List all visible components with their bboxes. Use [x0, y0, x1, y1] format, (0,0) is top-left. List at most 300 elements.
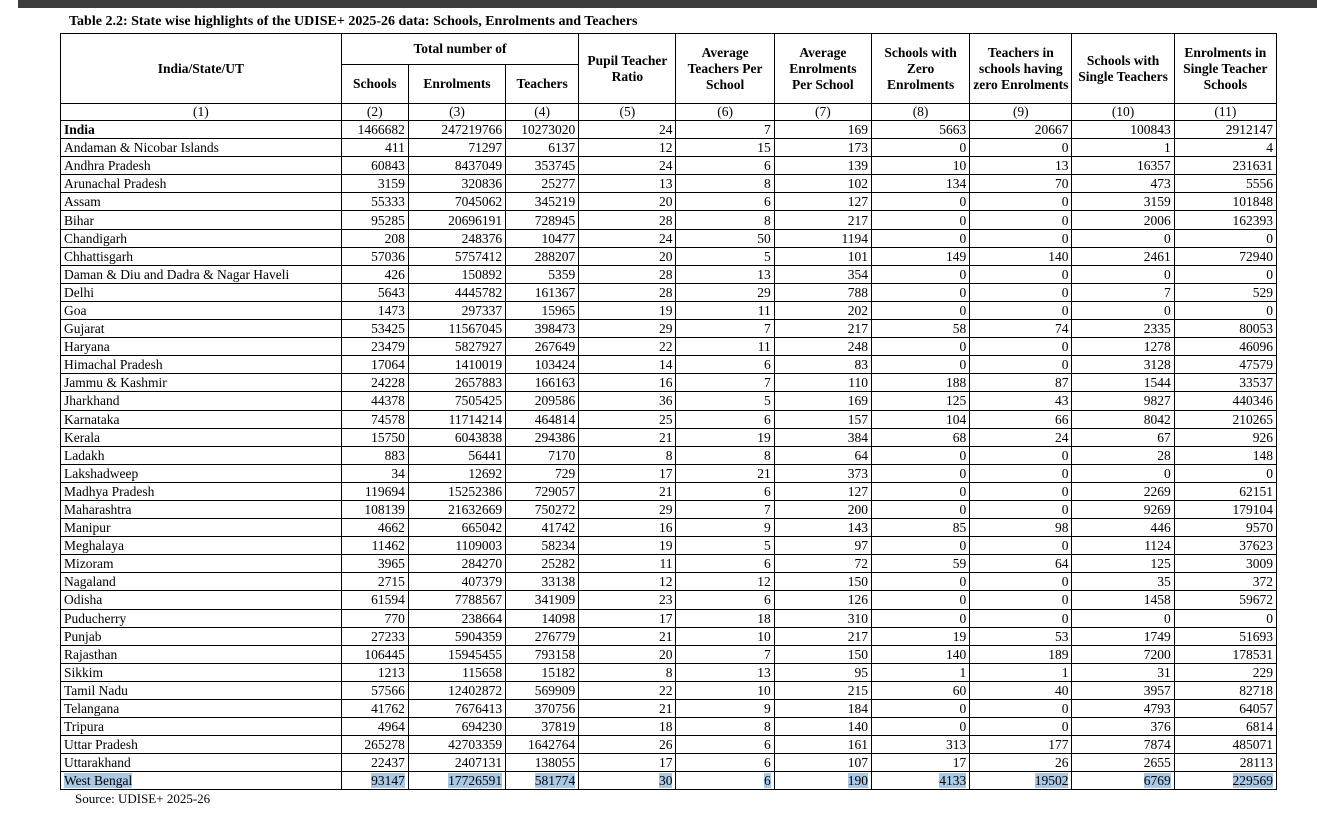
state-name-cell: India — [61, 121, 342, 139]
value-cell: 60843 — [341, 157, 408, 175]
value-cell: 21 — [579, 627, 676, 645]
table-row — [61, 283, 1277, 301]
table-row — [61, 338, 1277, 356]
column-number: (1) — [61, 104, 342, 121]
table-row — [61, 446, 1277, 464]
value-cell: 7 — [676, 121, 774, 139]
table-row — [61, 229, 1277, 247]
value-cell: 247219766 — [408, 121, 505, 139]
value-cell: 485071 — [1174, 736, 1276, 754]
value-cell: 58234 — [506, 537, 579, 555]
value-cell: 17 — [579, 464, 676, 482]
value-cell: 200 — [774, 500, 871, 518]
value-cell: 7 — [1072, 283, 1174, 301]
value-cell: 7045062 — [408, 193, 505, 211]
value-cell: 9 — [676, 700, 774, 718]
value-cell: 217 — [774, 211, 871, 229]
value-cell: 25282 — [506, 555, 579, 573]
value-cell: 6 — [676, 157, 774, 175]
table-row — [61, 356, 1277, 374]
value-cell: 23479 — [341, 338, 408, 356]
table-row — [61, 464, 1277, 482]
value-cell: 8 — [676, 175, 774, 193]
state-name-cell: Uttarakhand — [61, 754, 342, 772]
value-cell: 14 — [579, 356, 676, 374]
value-cell: 11 — [676, 301, 774, 319]
value-cell: 0 — [871, 356, 969, 374]
value-cell: 8042 — [1072, 410, 1174, 428]
value-cell: 288207 — [506, 247, 579, 265]
table-row — [61, 700, 1277, 718]
state-name-cell: Meghalaya — [61, 537, 342, 555]
value-cell: 9269 — [1072, 500, 1174, 518]
value-cell: 22 — [579, 681, 676, 699]
value-cell: 7 — [676, 320, 774, 338]
source-note: Source: UDISE+ 2025-26 — [75, 791, 211, 806]
state-name-cell: Nagaland — [61, 573, 342, 591]
table-row — [61, 537, 1277, 555]
value-cell: 217 — [774, 627, 871, 645]
table-row — [61, 681, 1277, 699]
column-number: (6) — [676, 104, 774, 121]
table-row — [61, 591, 1277, 609]
value-cell: 793158 — [506, 645, 579, 663]
header-pupil-teacher-ratio: Pupil Teacher Ratio — [579, 34, 676, 104]
value-cell: 1278 — [1072, 338, 1174, 356]
value-cell: 5663 — [871, 121, 969, 139]
value-cell: 0 — [871, 609, 969, 627]
state-name-cell: Himachal Pradesh — [61, 356, 342, 374]
value-cell: 18 — [676, 609, 774, 627]
value-cell: 20696191 — [408, 211, 505, 229]
value-cell: 83 — [774, 356, 871, 374]
state-name-cell: Uttar Pradesh — [61, 736, 342, 754]
value-cell: 202 — [774, 301, 871, 319]
column-number: (7) — [774, 104, 871, 121]
value-cell: 12 — [676, 573, 774, 591]
header-average-enrolments: Average Enrolments Per School — [774, 34, 871, 104]
value-cell: 411 — [341, 139, 408, 157]
value-cell: 0 — [970, 464, 1072, 482]
value-cell: 384 — [774, 428, 871, 446]
value-cell: 28 — [579, 211, 676, 229]
value-cell: 0 — [970, 265, 1072, 283]
value-cell: 0 — [871, 482, 969, 500]
value-cell: 345219 — [506, 193, 579, 211]
table-caption: Table 2.2: State wise highlights of the UDISE+ 2025-26 data: Schools, Enrolments and Teachers — [69, 14, 638, 29]
value-cell: 5757412 — [408, 247, 505, 265]
value-cell: 71297 — [408, 139, 505, 157]
value-cell: 177 — [970, 736, 1072, 754]
value-cell: 41742 — [506, 519, 579, 537]
value-cell: 1749 — [1072, 627, 1174, 645]
value-cell: 320836 — [408, 175, 505, 193]
value-cell: 8 — [676, 718, 774, 736]
state-name-cell: Gujarat — [61, 320, 342, 338]
value-cell: 7200 — [1072, 645, 1174, 663]
value-cell: 143 — [774, 519, 871, 537]
value-cell: 82718 — [1174, 681, 1276, 699]
value-cell: 8 — [579, 663, 676, 681]
value-cell: 72 — [774, 555, 871, 573]
value-cell: 140 — [970, 247, 1072, 265]
value-cell: 24 — [579, 121, 676, 139]
value-cell: 210265 — [1174, 410, 1276, 428]
value-cell: 1473 — [341, 301, 408, 319]
value-cell: 1109003 — [408, 537, 505, 555]
state-name-cell: Madhya Pradesh — [61, 482, 342, 500]
value-cell: 20 — [579, 645, 676, 663]
value-cell: 15182 — [506, 663, 579, 681]
table-row — [61, 573, 1277, 591]
value-cell: 265278 — [341, 736, 408, 754]
value-cell: 0 — [871, 700, 969, 718]
value-cell: 61594 — [341, 591, 408, 609]
table-row — [61, 157, 1277, 175]
value-cell: 217 — [774, 320, 871, 338]
value-cell: 0 — [970, 500, 1072, 518]
value-cell: 15 — [676, 139, 774, 157]
table-row — [61, 627, 1277, 645]
value-cell: 12402872 — [408, 681, 505, 699]
value-cell: 7170 — [506, 446, 579, 464]
header-average-teachers: Average Teachers Per School — [676, 34, 774, 104]
value-cell: 60 — [871, 681, 969, 699]
value-cell: 0 — [1174, 265, 1276, 283]
value-cell: 0 — [871, 338, 969, 356]
value-cell: 27233 — [341, 627, 408, 645]
value-cell — [1072, 772, 1174, 790]
value-cell: 41762 — [341, 700, 408, 718]
value-cell — [579, 772, 676, 790]
header-single-teacher-schools: Schools with Single Teachers — [1072, 34, 1174, 104]
value-cell: 17064 — [341, 356, 408, 374]
value-cell: 13 — [676, 265, 774, 283]
value-cell: 74 — [970, 320, 1072, 338]
value-cell: 728945 — [506, 211, 579, 229]
value-cell: 4 — [1174, 139, 1276, 157]
column-number: (4) — [506, 104, 579, 121]
value-cell: 354 — [774, 265, 871, 283]
value-cell: 150 — [774, 573, 871, 591]
state-name-cell: Arunachal Pradesh — [61, 175, 342, 193]
header-enrolments-single-teacher: Enrolments in Single Teacher Schools — [1174, 34, 1276, 104]
value-cell: 64057 — [1174, 700, 1276, 718]
value-cell: 47579 — [1174, 356, 1276, 374]
value-cell: 2655 — [1072, 754, 1174, 772]
highlighted-text: 4133 — [939, 773, 967, 789]
value-cell: 313 — [871, 736, 969, 754]
value-cell: 150892 — [408, 265, 505, 283]
state-name-cell: Tripura — [61, 718, 342, 736]
value-cell: 64 — [970, 555, 1072, 573]
header-total-group: Total number of — [341, 34, 579, 65]
value-cell: 229 — [1174, 663, 1276, 681]
value-cell: 1194 — [774, 229, 871, 247]
value-cell: 398473 — [506, 320, 579, 338]
column-number: (8) — [871, 104, 969, 121]
value-cell: 10477 — [506, 229, 579, 247]
value-cell: 0 — [970, 591, 1072, 609]
value-cell: 44378 — [341, 392, 408, 410]
value-cell: 26 — [579, 736, 676, 754]
table-row — [61, 663, 1277, 681]
value-cell: 57036 — [341, 247, 408, 265]
value-cell: 25 — [579, 410, 676, 428]
value-cell — [871, 772, 969, 790]
value-cell: 1 — [970, 663, 1072, 681]
value-cell: 6 — [676, 410, 774, 428]
column-number: (9) — [970, 104, 1072, 121]
value-cell: 7788567 — [408, 591, 505, 609]
table-row — [61, 555, 1277, 573]
value-cell: 0 — [871, 591, 969, 609]
value-cell: 29 — [579, 320, 676, 338]
value-cell: 12 — [579, 139, 676, 157]
value-cell — [506, 772, 579, 790]
value-cell: 16 — [579, 519, 676, 537]
value-cell: 14098 — [506, 609, 579, 627]
value-cell: 110 — [774, 374, 871, 392]
value-cell: 2715 — [341, 573, 408, 591]
state-name-cell: Lakshadweep — [61, 464, 342, 482]
value-cell: 0 — [970, 356, 1072, 374]
value-cell: 209586 — [506, 392, 579, 410]
value-cell: 208 — [341, 229, 408, 247]
value-cell: 140 — [871, 645, 969, 663]
value-cell: 22 — [579, 338, 676, 356]
value-cell: 5904359 — [408, 627, 505, 645]
value-cell: 310 — [774, 609, 871, 627]
state-name-cell: Jammu & Kashmir — [61, 374, 342, 392]
state-name-cell: Andhra Pradesh — [61, 157, 342, 175]
highlighted-text: 6769 — [1143, 773, 1171, 789]
value-cell: 70 — [970, 175, 1072, 193]
column-number: (3) — [408, 104, 505, 121]
value-cell: 13 — [970, 157, 1072, 175]
value-cell: 372 — [1174, 573, 1276, 591]
value-cell: 4662 — [341, 519, 408, 537]
value-cell: 8 — [579, 446, 676, 464]
value-cell: 0 — [970, 193, 1072, 211]
value-cell: 59672 — [1174, 591, 1276, 609]
value-cell: 2269 — [1072, 482, 1174, 500]
value-cell: 1 — [1072, 139, 1174, 157]
state-name-cell: Chandigarh — [61, 229, 342, 247]
value-cell: 162393 — [1174, 211, 1276, 229]
state-name-cell: Bihar — [61, 211, 342, 229]
value-cell: 108139 — [341, 500, 408, 518]
value-cell: 95 — [774, 663, 871, 681]
value-cell: 0 — [871, 464, 969, 482]
state-name-cell: Telangana — [61, 700, 342, 718]
table-row — [61, 645, 1277, 663]
value-cell — [970, 772, 1072, 790]
value-cell: 23 — [579, 591, 676, 609]
value-cell: 17 — [579, 609, 676, 627]
value-cell: 11567045 — [408, 320, 505, 338]
value-cell: 17 — [579, 754, 676, 772]
value-cell: 62151 — [1174, 482, 1276, 500]
state-name-cell: Karnataka — [61, 410, 342, 428]
value-cell: 0 — [871, 446, 969, 464]
value-cell: 107 — [774, 754, 871, 772]
value-cell: 55333 — [341, 193, 408, 211]
value-cell: 0 — [1072, 301, 1174, 319]
value-cell: 28 — [1072, 446, 1174, 464]
state-name-cell: Odisha — [61, 591, 342, 609]
value-cell: 18 — [579, 718, 676, 736]
value-cell: 407379 — [408, 573, 505, 591]
value-cell: 140 — [774, 718, 871, 736]
header-teachers-zero-enrolment: Teachers in schools having zero Enrolments — [970, 34, 1072, 104]
value-cell: 6 — [676, 193, 774, 211]
value-cell: 0 — [871, 301, 969, 319]
value-cell: 101 — [774, 247, 871, 265]
value-cell: 665042 — [408, 519, 505, 537]
value-cell: 5643 — [341, 283, 408, 301]
value-cell: 149 — [871, 247, 969, 265]
value-cell: 4964 — [341, 718, 408, 736]
value-cell: 125 — [1072, 555, 1174, 573]
value-cell: 0 — [1174, 464, 1276, 482]
value-cell: 2912147 — [1174, 121, 1276, 139]
state-name-cell: Haryana — [61, 338, 342, 356]
value-cell: 138055 — [506, 754, 579, 772]
value-cell: 106445 — [341, 645, 408, 663]
header-zero-enrolment-schools: Schools with Zero Enrolments — [871, 34, 969, 104]
value-cell: 231631 — [1174, 157, 1276, 175]
value-cell: 0 — [970, 718, 1072, 736]
value-cell: 56441 — [408, 446, 505, 464]
value-cell: 215 — [774, 681, 871, 699]
value-cell: 6 — [676, 555, 774, 573]
table-row — [61, 121, 1277, 139]
state-name-cell: Puducherry — [61, 609, 342, 627]
value-cell — [408, 772, 505, 790]
value-cell: 1544 — [1072, 374, 1174, 392]
value-cell: 1124 — [1072, 537, 1174, 555]
value-cell: 729057 — [506, 482, 579, 500]
value-cell: 11714214 — [408, 410, 505, 428]
value-cell: 0 — [1174, 229, 1276, 247]
table-row — [61, 301, 1277, 319]
value-cell: 376 — [1072, 718, 1174, 736]
state-name-cell: Jharkhand — [61, 392, 342, 410]
value-cell: 28113 — [1174, 754, 1276, 772]
value-cell: 19 — [579, 537, 676, 555]
value-cell: 101848 — [1174, 193, 1276, 211]
value-cell: 150 — [774, 645, 871, 663]
value-cell: 19 — [871, 627, 969, 645]
value-cell: 21 — [579, 482, 676, 500]
value-cell: 0 — [970, 301, 1072, 319]
value-cell: 13 — [579, 175, 676, 193]
value-cell: 353745 — [506, 157, 579, 175]
value-cell: 15750 — [341, 428, 408, 446]
table-row — [61, 609, 1277, 627]
value-cell: 1458 — [1072, 591, 1174, 609]
value-cell: 2407131 — [408, 754, 505, 772]
value-cell: 770 — [341, 609, 408, 627]
value-cell: 173 — [774, 139, 871, 157]
value-cell: 341909 — [506, 591, 579, 609]
viewer-top-bar — [0, 0, 1317, 8]
highlighted-text: West Bengal — [64, 773, 133, 789]
value-cell: 126 — [774, 591, 871, 609]
value-cell: 284270 — [408, 555, 505, 573]
value-cell: 729 — [506, 464, 579, 482]
value-cell: 0 — [970, 211, 1072, 229]
value-cell: 43 — [970, 392, 1072, 410]
value-cell: 1213 — [341, 663, 408, 681]
value-cell: 9 — [676, 519, 774, 537]
value-cell: 17 — [871, 754, 969, 772]
header-state: India/State/UT — [61, 34, 342, 104]
value-cell: 426 — [341, 265, 408, 283]
value-cell: 87 — [970, 374, 1072, 392]
value-cell: 13 — [676, 663, 774, 681]
column-number: (2) — [341, 104, 408, 121]
value-cell: 134 — [871, 175, 969, 193]
value-cell: 0 — [970, 700, 1072, 718]
state-name-cell: Kerala — [61, 428, 342, 446]
value-cell: 276779 — [506, 627, 579, 645]
value-cell: 0 — [970, 338, 1072, 356]
value-cell: 7 — [676, 374, 774, 392]
value-cell: 0 — [970, 482, 1072, 500]
table-row — [61, 772, 1277, 790]
value-cell: 24 — [970, 428, 1072, 446]
value-cell: 446 — [1072, 519, 1174, 537]
value-cell: 6 — [676, 736, 774, 754]
value-cell: 294386 — [506, 428, 579, 446]
value-cell: 3128 — [1072, 356, 1174, 374]
header-schools: Schools — [341, 65, 408, 104]
value-cell: 6137 — [506, 139, 579, 157]
value-cell: 33138 — [506, 573, 579, 591]
value-cell: 0 — [871, 537, 969, 555]
table-row — [61, 428, 1277, 446]
value-cell: 157 — [774, 410, 871, 428]
value-cell: 1 — [871, 663, 969, 681]
value-cell: 5 — [676, 537, 774, 555]
value-cell: 926 — [1174, 428, 1276, 446]
value-cell: 188 — [871, 374, 969, 392]
state-name-cell: Punjab — [61, 627, 342, 645]
column-number: (10) — [1072, 104, 1174, 121]
value-cell: 10 — [871, 157, 969, 175]
value-cell: 35 — [1072, 573, 1174, 591]
highlighted-text: 229569 — [1232, 773, 1273, 789]
highlighted-text: 19502 — [1034, 773, 1069, 789]
value-cell: 119694 — [341, 482, 408, 500]
value-cell: 3159 — [1072, 193, 1174, 211]
table-row — [61, 193, 1277, 211]
value-cell: 0 — [970, 537, 1072, 555]
value-cell: 8 — [676, 446, 774, 464]
value-cell: 40 — [970, 681, 1072, 699]
value-cell: 370756 — [506, 700, 579, 718]
value-cell: 7505425 — [408, 392, 505, 410]
value-cell: 95285 — [341, 211, 408, 229]
value-cell: 8 — [676, 211, 774, 229]
value-cell: 21 — [579, 700, 676, 718]
value-cell: 127 — [774, 482, 871, 500]
value-cell: 464814 — [506, 410, 579, 428]
value-cell: 3965 — [341, 555, 408, 573]
value-cell: 0 — [871, 283, 969, 301]
